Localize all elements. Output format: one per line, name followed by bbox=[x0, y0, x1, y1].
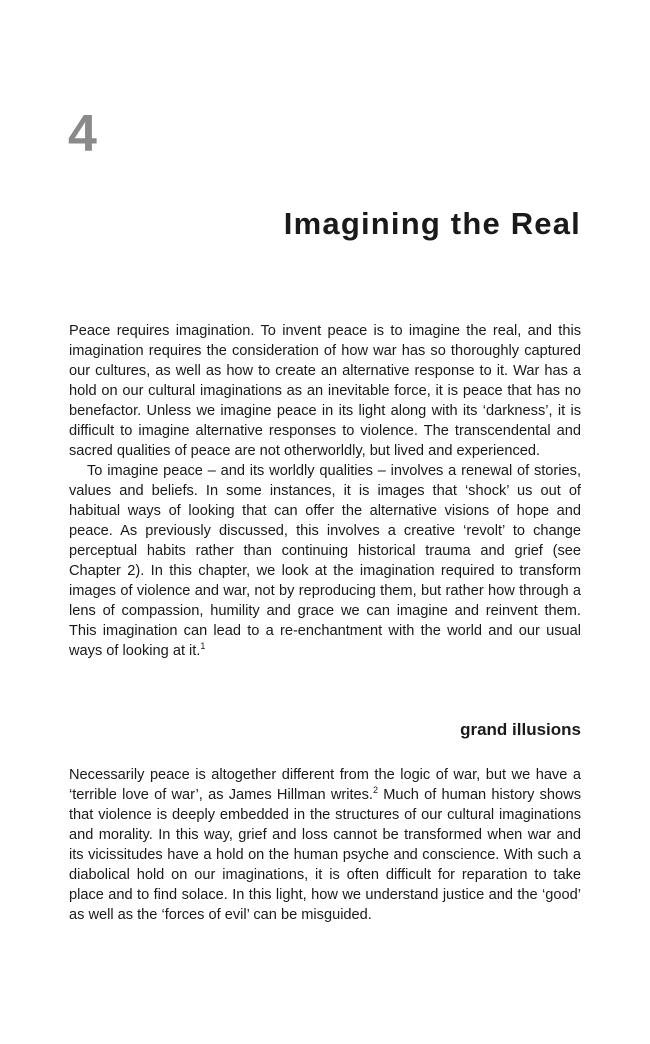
footnote-marker: 1 bbox=[200, 641, 206, 651]
body-paragraph: Peace requires imagination. To invent peace is to imagine the real, and this imagination requires the consideration of how war has so thoroughly captured our cultures, as well as how to create an alternative response to it. War has a hold on our cultural imaginations as an inevitable force, it is peace that has no benefactor. Unless we imagine peace in its light along with its ‘darkness’, it is difficult to imagine alternative responses to violence. The transcendental and sacred qualities of peace are not otherworldly, but lived and experienced. bbox=[69, 323, 581, 459]
paragraph-text: Much of human history shows that violence is deeply embedded in the structures of our cultural imaginations and morality. In this way, grief and loss cannot be transformed when war and its vicissitudes have a hold on the human psyche and conscience. With such a diabolical hold on our imaginations, it is often difficult for reparation to take place and to find solace. In this light, how we understand justice and the ‘good’ as well as the ‘forces of evil’ can be misguided. bbox=[69, 787, 581, 923]
body-paragraph bbox=[69, 765, 581, 925]
section-heading: grand illusions bbox=[460, 720, 581, 739]
section-body bbox=[69, 765, 581, 925]
paragraph-text: Necessarily peace is altogether different from the logic of war, but we have a ‘terrible love of war’, as James Hillman writes. bbox=[69, 767, 581, 803]
footnote-marker: 2 bbox=[372, 785, 378, 795]
section-body bbox=[69, 321, 581, 661]
chapter-number: 4 bbox=[68, 105, 97, 163]
paragraph-text: To imagine peace – and its worldly qualities – involves a renewal of stories, values and beliefs. In some instances, it is images that ‘shock’ us out of habitual ways of looking that can offer the alternative visions of hope and peace. As previously discussed, this involves a creative ‘revolt’ to change perceptual habits rather than continuing historical trauma and grief (see Chapter 2). In this chapter, we look at the imagination required to transform images of violence and war, not by reproducing them, but rather how through a lens of compassion, humility and grace we can imagine and reinvent them. This imagination can lead to a re-enchantment with the world and our usual ways of looking at it. bbox=[69, 463, 581, 659]
body-paragraph bbox=[69, 461, 581, 661]
chapter-title: Imagining the Real bbox=[283, 206, 581, 241]
